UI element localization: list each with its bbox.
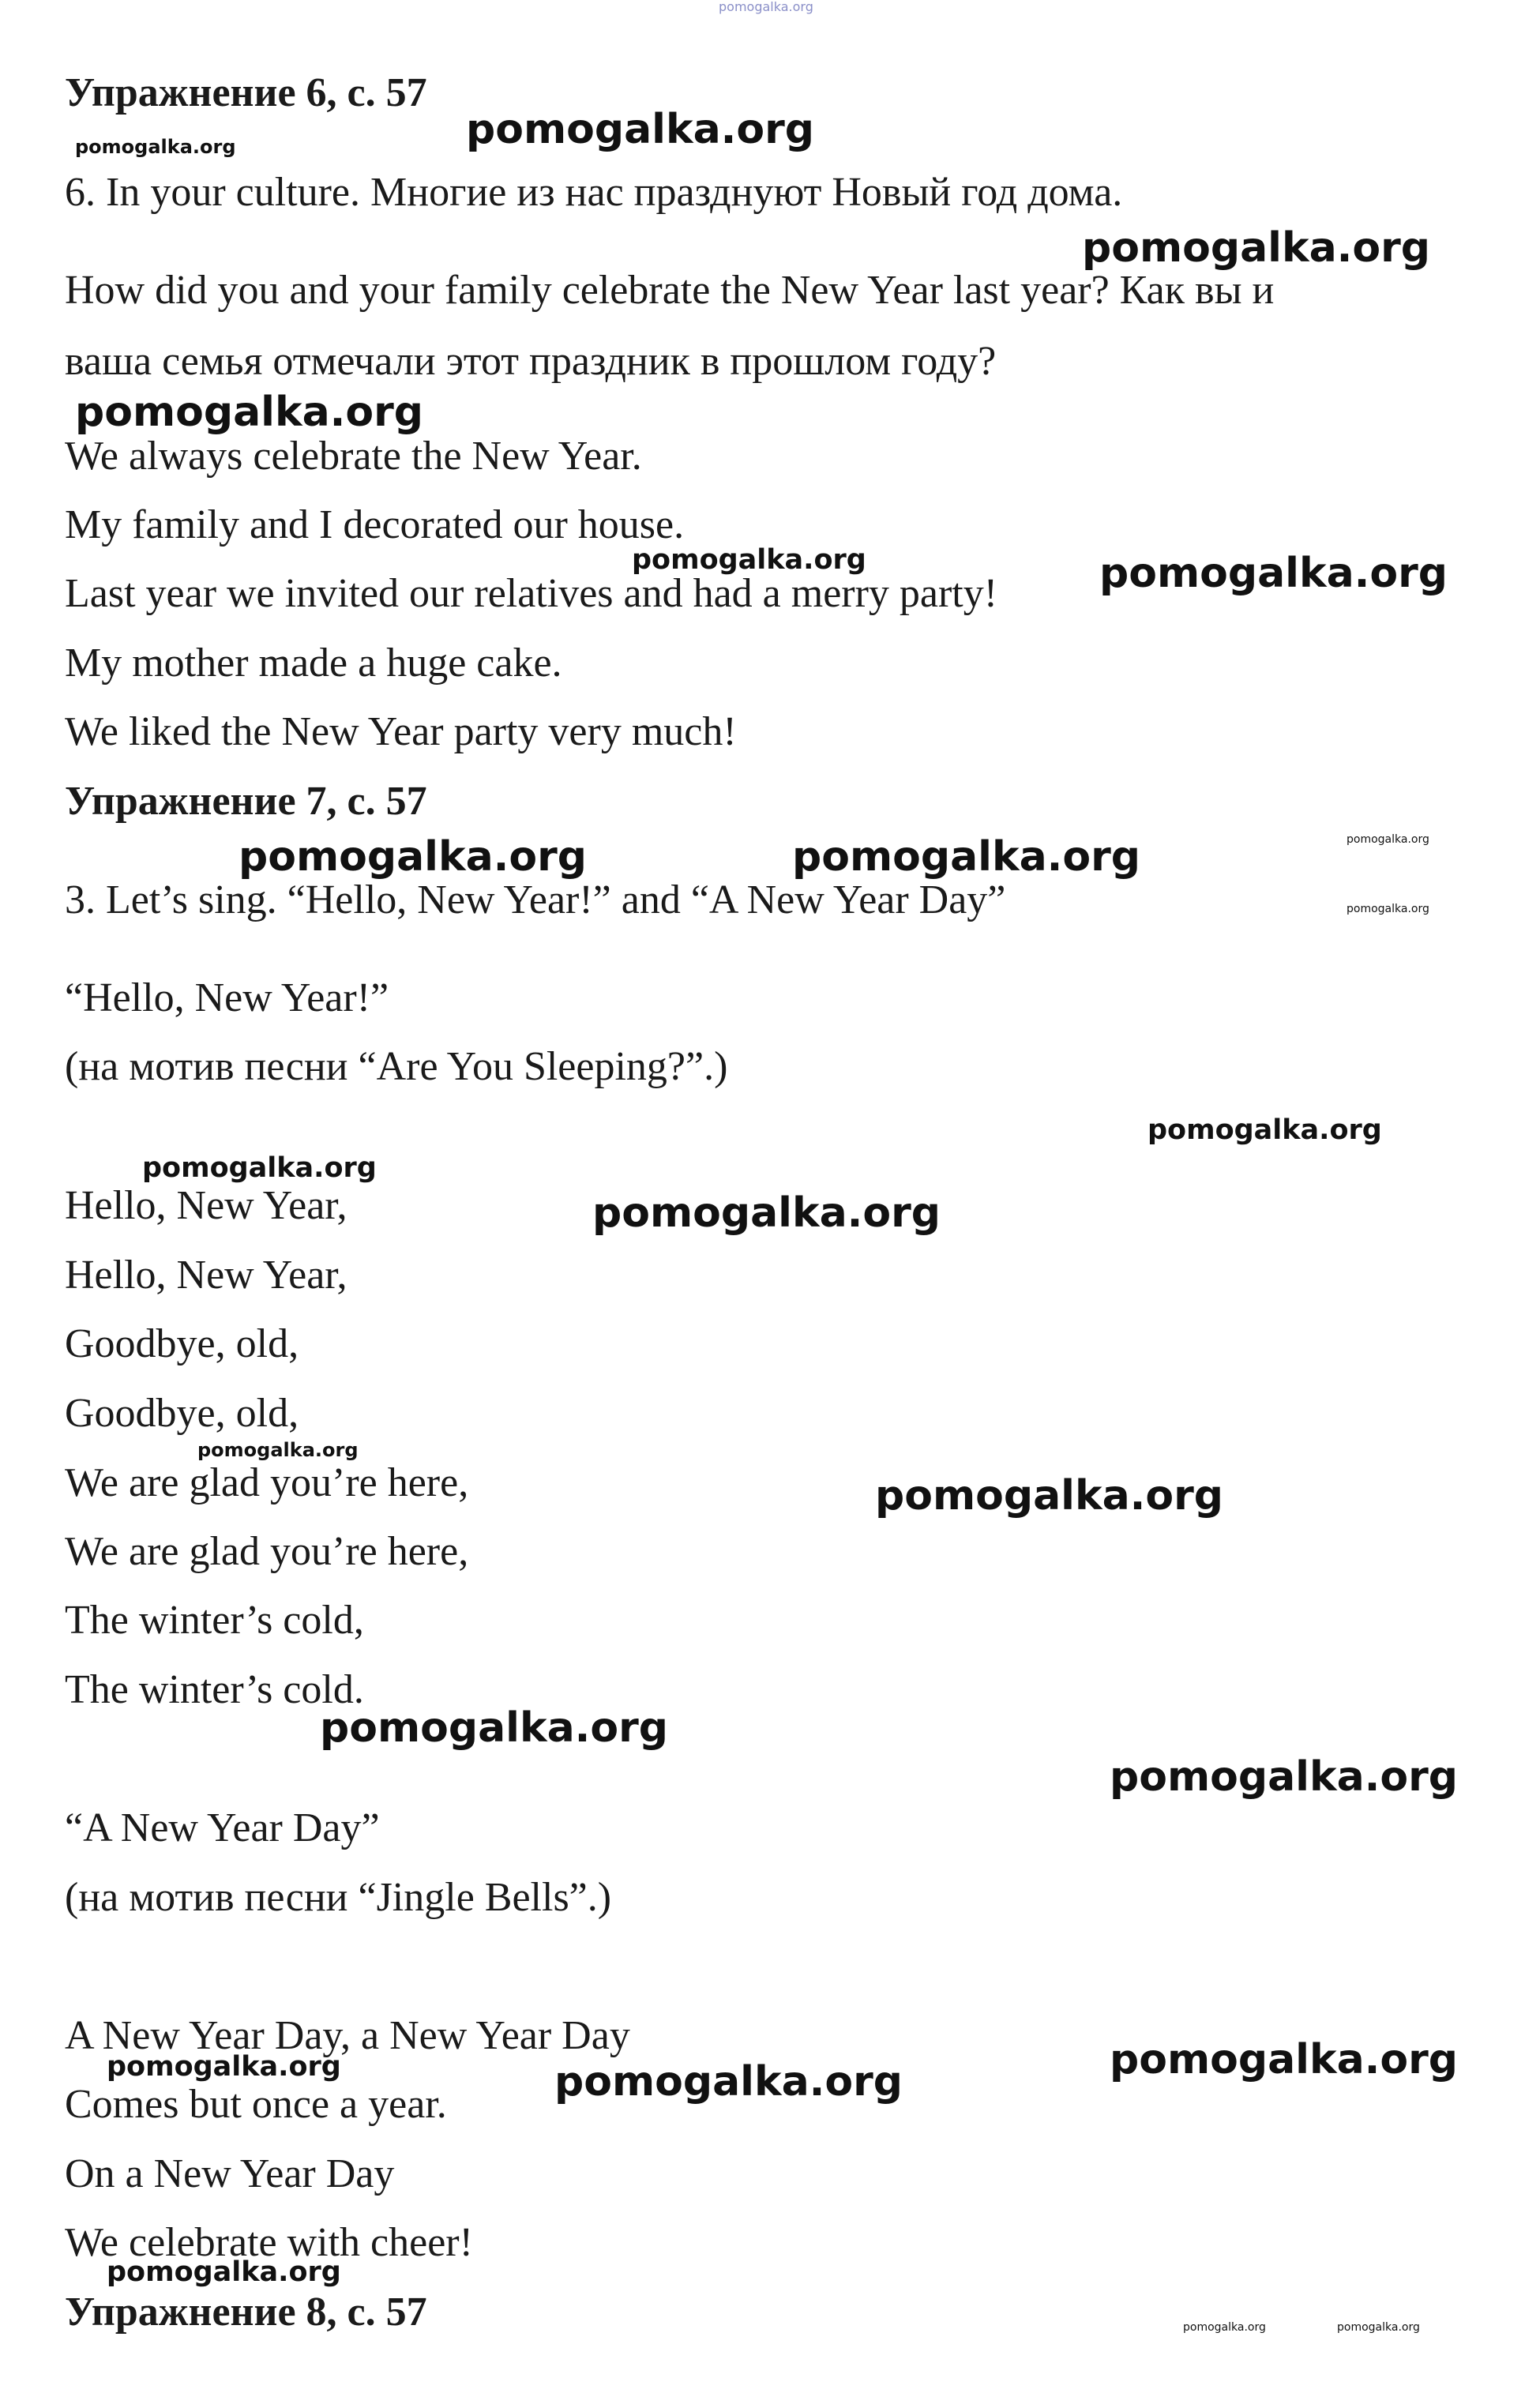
watermark: pomogalka.org — [75, 136, 236, 158]
watermark: pomogalka.org — [1099, 550, 1448, 597]
exercise-6-line: My family and I decorated our house. — [65, 502, 685, 547]
watermark: pomogalka.org — [107, 2256, 341, 2288]
watermark: pomogalka.org — [632, 544, 866, 576]
watermark: pomogalka.org — [719, 0, 813, 14]
exercise-6-line: 6. In your culture. Многие из нас празднуют Новый год дома. — [65, 170, 1123, 215]
watermark: pomogalka.org — [1110, 1753, 1459, 1801]
watermark: pomogalka.org — [1110, 2036, 1459, 2083]
exercise-7-heading: Упражнение 7, с. 57 — [65, 779, 427, 824]
watermark: pomogalka.org — [1183, 2321, 1266, 2334]
song-title: “A New Year Day” — [65, 1805, 380, 1850]
watermark: pomogalka.org — [554, 2058, 903, 2106]
watermark: pomogalka.org — [1148, 1114, 1382, 1146]
watermark: pomogalka.org — [1347, 833, 1429, 846]
watermark: pomogalka.org — [1082, 224, 1431, 272]
lyric-line: Goodbye, old, — [65, 1321, 299, 1366]
lyric-line: The winter’s cold. — [65, 1667, 364, 1712]
lyric-line: The winter’s cold, — [65, 1598, 364, 1643]
exercise-7-line: 3. Let’s sing. “Hello, New Year!” and “A New Year Day” — [65, 877, 1006, 922]
lyric-line: On a New Year Day — [65, 2151, 395, 2196]
lyric-line: Goodbye, old, — [65, 1391, 299, 1436]
exercise-6-line: Last year we invited our relatives and had a merry party! — [65, 571, 998, 616]
exercise-6-line: How did you and your family celebrate the New Year last year? Как вы и — [65, 268, 1275, 313]
watermark: pomogalka.org — [592, 1189, 941, 1237]
lyric-line: Hello, New Year, — [65, 1253, 347, 1298]
lyric-line: Comes but once a year. — [65, 2082, 447, 2127]
watermark: pomogalka.org — [1347, 903, 1429, 915]
watermark: pomogalka.org — [320, 1704, 669, 1752]
lyric-line: A New Year Day, a New Year Day — [65, 2013, 630, 2058]
exercise-6-line: We liked the New Year party very much! — [65, 709, 737, 754]
watermark: pomogalka.org — [792, 833, 1141, 881]
lyric-line: We are glad you’re here, — [65, 1460, 469, 1505]
watermark: pomogalka.org — [75, 389, 424, 436]
watermark: pomogalka.org — [197, 1439, 359, 1461]
exercise-6-line: We always celebrate the New Year. — [65, 434, 642, 479]
watermark: pomogalka.org — [875, 1472, 1224, 1520]
lyric-line: We are glad you’re here, — [65, 1529, 469, 1574]
watermark: pomogalka.org — [239, 833, 588, 881]
lyric-line: We celebrate with cheer! — [65, 2220, 473, 2265]
watermark: pomogalka.org — [466, 106, 815, 153]
watermark: pomogalka.org — [1337, 2321, 1420, 2334]
exercise-6-heading: Упражнение 6, с. 57 — [65, 70, 427, 115]
song-title: “Hello, New Year!” — [65, 975, 389, 1020]
exercise-6-line: My mother made a huge cake. — [65, 641, 562, 686]
exercise-6-line: ваша семья отмечали этот праздник в прошлом году? — [65, 339, 997, 384]
exercise-8-heading: Упражнение 8, с. 57 — [65, 2290, 427, 2335]
watermark: pomogalka.org — [107, 2051, 341, 2083]
watermark: pomogalka.org — [142, 1152, 377, 1184]
song-tune-note: (на мотив песни “Jingle Bells”.) — [65, 1875, 612, 1920]
song-tune-note: (на мотив песни “Are You Sleeping?”.) — [65, 1044, 728, 1089]
lyric-line: Hello, New Year, — [65, 1183, 347, 1228]
